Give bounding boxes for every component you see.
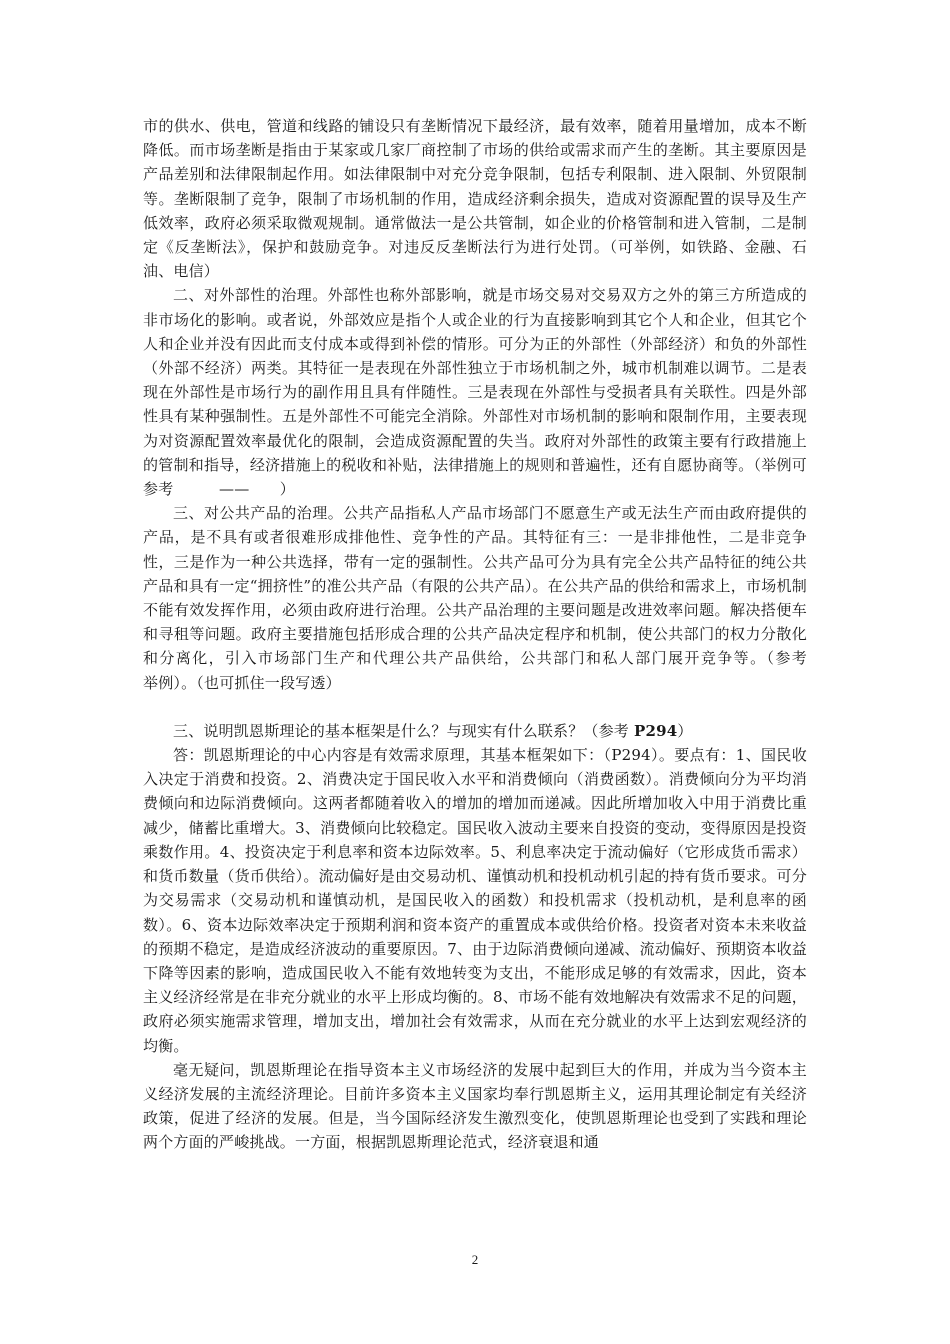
paragraph-keynes-reality: 毫无疑问，凯恩斯理论在指导资本主义市场经济的发展中起到巨大的作用，并成为当今资本主义经济发展的主流经济理论。目前许多资本主义国家均奉行凯恩斯主义，运用其理论制定有关经济政策，促进了经济的发展。但是，当今国际经济发生激烈变化，使凯恩斯理论也受到了实践和理论两个方面的严峻挑战。一方面，根据凯恩斯理论范式，经济衰退和通: [143, 1060, 807, 1152]
question-text: 三、说明凯恩斯理论的基本框架是什么？与现实有什么联系？（参考: [173, 721, 634, 740]
document-body: [143, 114, 853, 1155]
question-page-ref: P294: [633, 721, 678, 740]
paragraph-externality: 二、对外部性的治理。外部性也称外部影响，就是市场交易对交易双方之外的第三方所造成的非市场化的影响。或者说，外部效应是指个人或企业的行为直接影响到其它个人和企业，但其它个人和企业并没有因此而支付成本或得到补偿的情形。可分为正的外部性（外部经济）和负的外部性（外部不经济）两类。其特征一是表现在外部性独立于市场机制之外，城市机制难以调节。二是表现在外部性是市场行为的副作用且具有伴随性。三是表现在外部性与受损者具有关联性。四是外部性具有某种强制性。五是外部性不可能完全消除。外部性对市场机制的影响和限制作用，主要表现为对资源配置效率最优化的限制，会造成资源配置的失当。政府对外部性的政策主要有行政措施上的管制和指导，经济措施上的税收和补贴，法律措施上的规则和普遍性，还有自愿协商等。（举例可参考 —— ）: [143, 286, 807, 499]
paragraph-monopoly: 市的供水、供电，管道和线路的铺设只有垄断情况下最经济，最有效率，随着用量增加，成本不断降低。而市场垄断是指由于某家或几家厂商控制了市场的供给或需求而产生的垄断。其主要原因是产品差别和法律限制起作用。如法律限制中对充分竞争限制，包括专利限制、进入限制、外贸限制等。垄断限制了竞争，限制了市场机制的作用，造成经济剩余损失，造成对资源配置的误导及生产低效率，政府必须采取微观规制。通常做法一是公共管制，如企业的价格管制和进入管制，二是制定《反垄断法》，保护和鼓励竞争。对违反反垄断法行为进行处罚。（可举例，如铁路、金融、石油、电信）: [143, 117, 807, 281]
paragraph-public-goods: 三、对公共产品的治理。公共产品指私人产品市场部门不愿意生产或无法生产而由政府提供的产品，是不具有或者很难形成排他性、竞争性的产品。其特征有三：一是非排他性，二是非竞争性，三是作为一种公共选择，带有一定的强制性。公共产品可分为具有完全公共产品特征的纯公共产品和具有一定“拥挤性”的准公共产品（有限的公共产品）。在公共产品的供给和需求上，市场机制不能有效发挥作用，必须由政府进行治理。公共产品治理的主要问题是改进效率问题。解决搭便车和寻租等问题。政府主要措施包括形成合理的公共产品决定程序和机制，使公共部门的权力分散化和分离化，引入市场部门生产和代理公共产品供给，公共部门和私人部门展开竞争等。（参考 举例）。（也可抓住一段写透）: [143, 504, 853, 692]
paragraph-keynes-answer: 答：凯恩斯理论的中心内容是有效需求原理，其基本框架如下：（P294）。要点有：1、国民收入决定于消费和投资。2、消费决定于国民收入水平和消费倾向（消费函数）。消费倾向分为平均消费倾向和边际消费倾向。这两者都随着收入的增加的增加而递减。因此所增加收入中用于消费比重减少，储蓄比重增大。3、消费倾向比较稳定。国民收入波动主要来自投资的变动，变得原因是投资乘数作用。4、投资决定于利息率和资本边际效率。5、利息率决定于流动偏好（它形成货币需求）和货币数量（货币供给）。流动偏好是由交易动机、谨慎动机和投机动机引起的持有货币要求。可分为交易需求（交易动机和谨慎动机，是国民收入的函数）和投机需求（投机动机，是利息率的函数）。6、资本边际效率决定于预期利润和资本资产的重置成本或供给价格。投资者对资本未来收益的预期不稳定，是造成经济波动的重要原因。7、由于边际消费倾向递减、流动偏好、预期资本收益下降等因素的影响，造成国民收入不能有效地转变为支出，不能形成足够的有效需求，因此，资本主义经济经常是在非充分就业的水平上形成均衡的。8、市场不能有效地解决有效需求不足的问题，政府必须实施需求管理，增加支出，增加社会有效需求，从而在充分就业的水平上达到宏观经济的均衡。: [143, 746, 807, 1055]
page-number: 2: [471, 1252, 479, 1267]
question-heading: [143, 719, 807, 743]
question-close: ）: [677, 721, 693, 740]
paragraph-spacer: [143, 695, 807, 719]
